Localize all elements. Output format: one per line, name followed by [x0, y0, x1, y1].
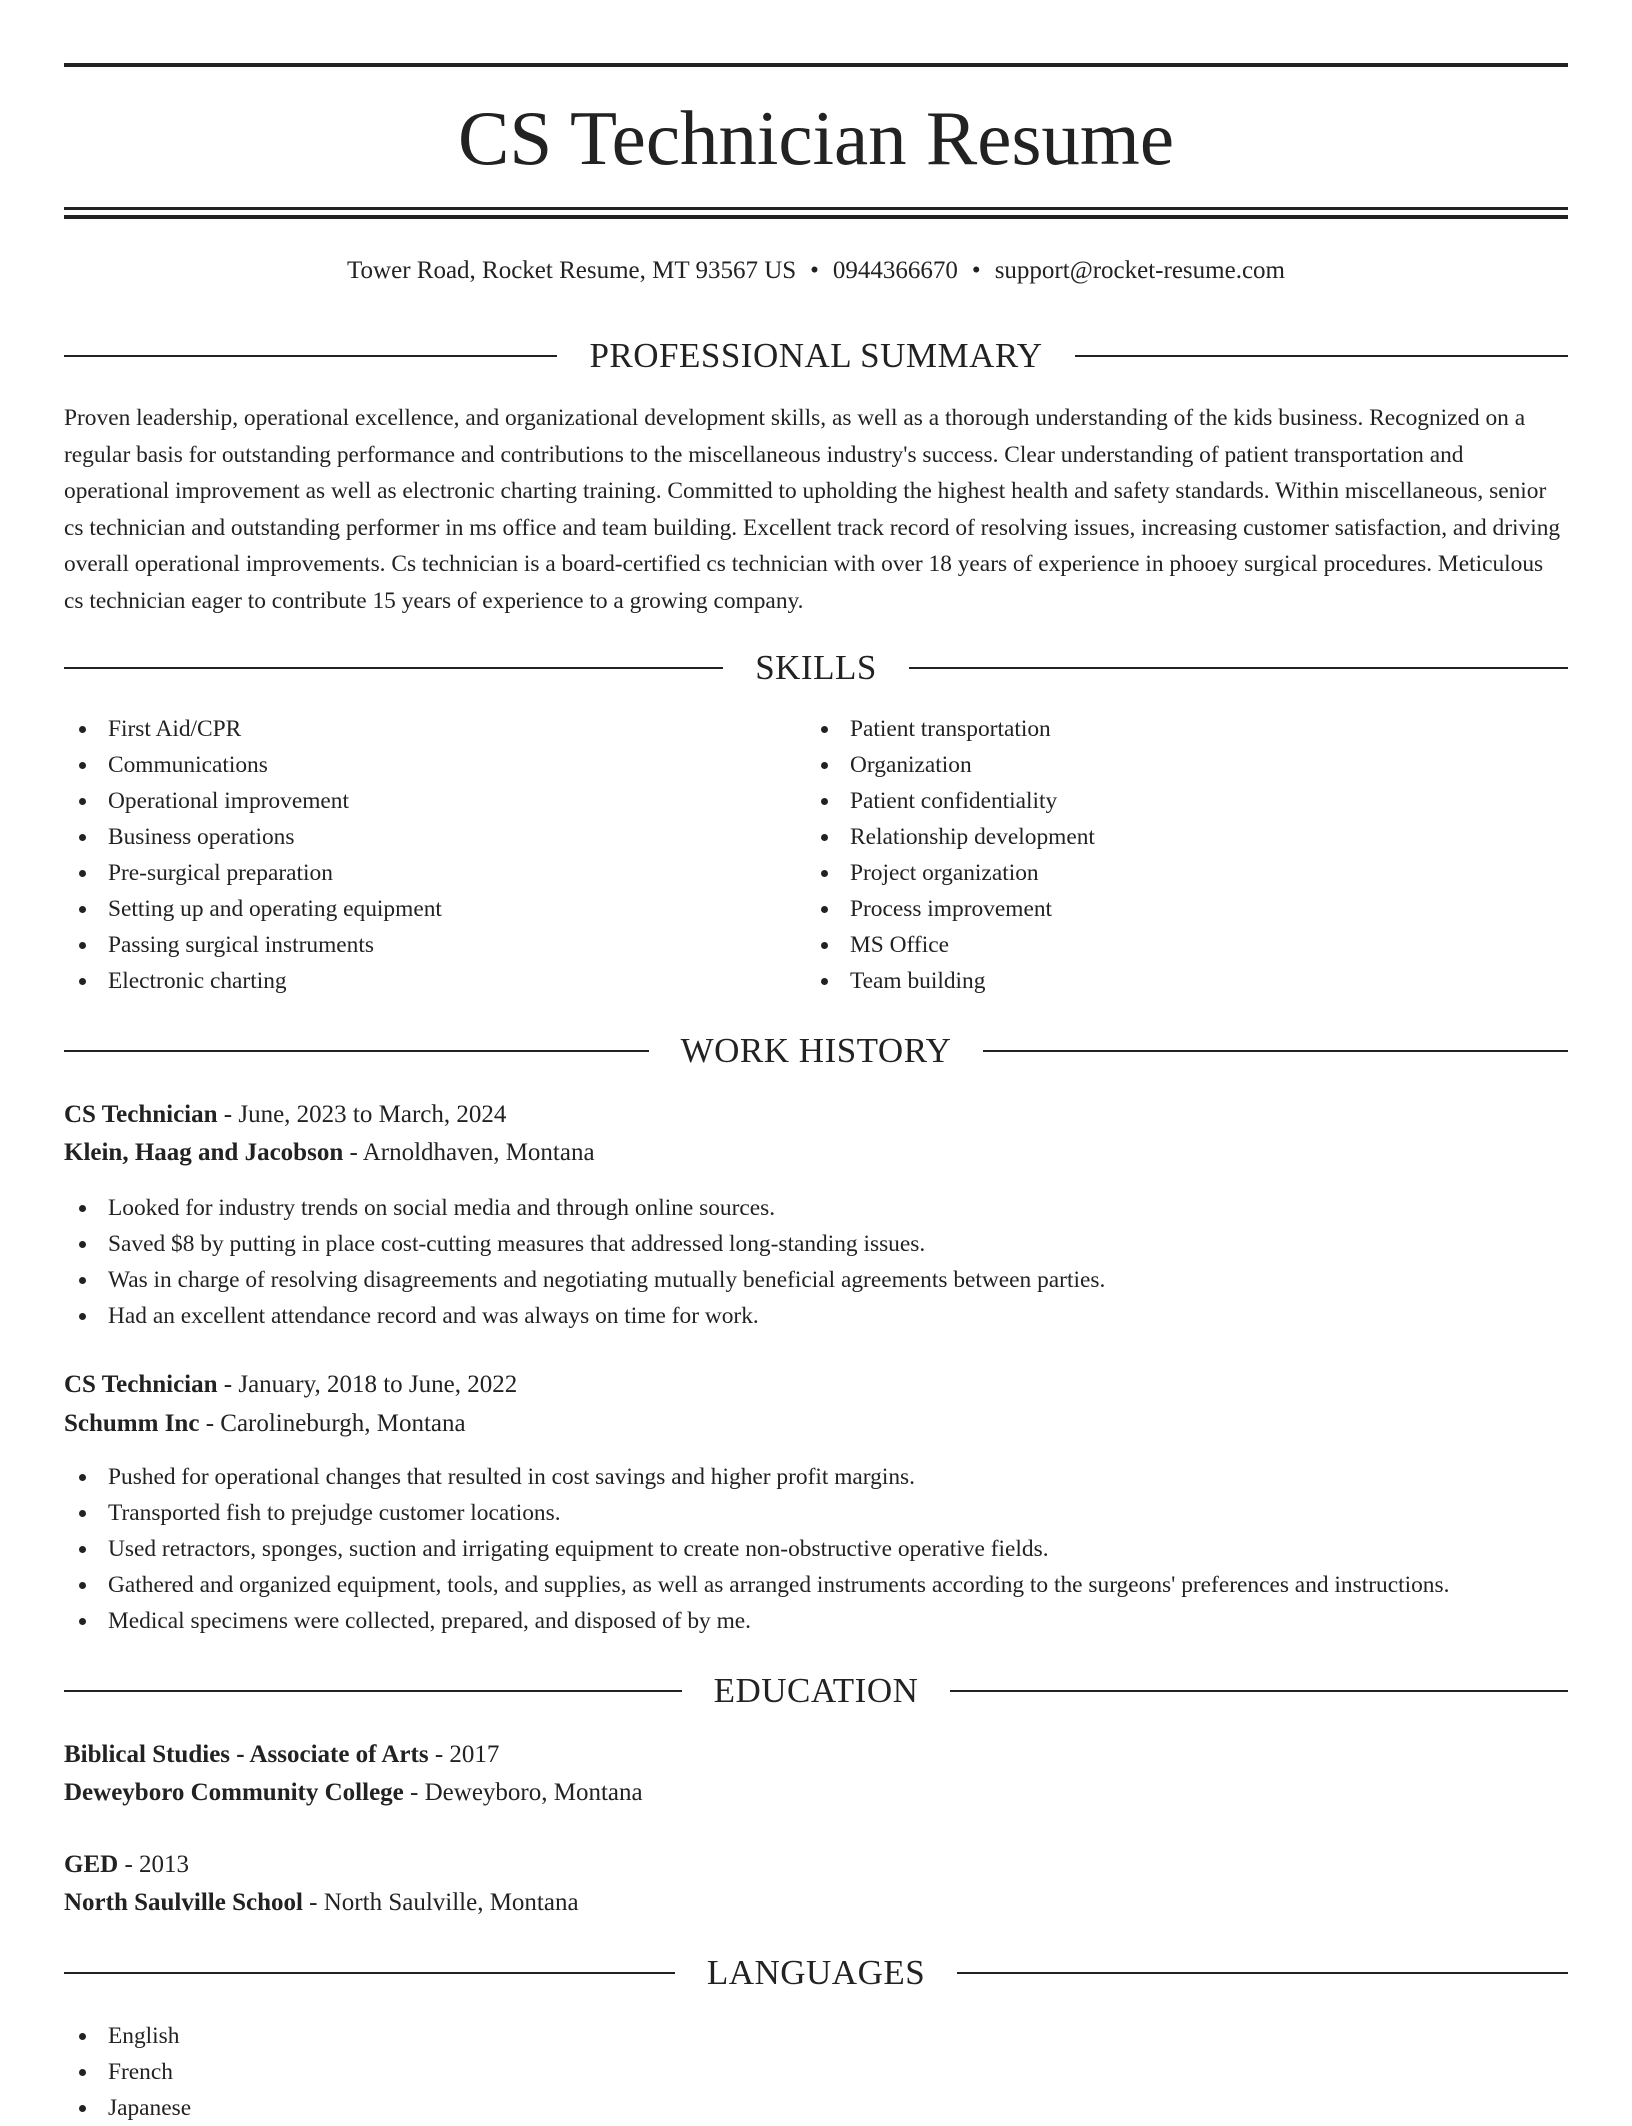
- heading-rule: [909, 667, 1568, 669]
- skill-item: Organization: [806, 747, 1506, 783]
- job-dates: January, 2018 to June, 2022: [238, 1371, 518, 1398]
- job-bullet-list: [64, 1459, 1568, 1639]
- education-location: North Saulville, Montana: [323, 1889, 579, 1916]
- job-location: Arnoldhaven, Montana: [362, 1139, 595, 1166]
- job-bullet: Pushed for operational changes that resulted in cost savings and higher profit margins.: [64, 1459, 1568, 1495]
- education-heading-label: EDUCATION: [713, 1671, 919, 1710]
- work-heading-label: WORK HISTORY: [680, 1031, 952, 1070]
- languages-section-heading: [64, 1951, 1568, 1995]
- job-company-line: [64, 1134, 1568, 1172]
- education-school: Deweyboro Community College: [64, 1779, 404, 1806]
- contact-email: support@rocket-resume.com: [994, 257, 1285, 284]
- heading-rule: [64, 1050, 649, 1052]
- dash: -: [217, 1101, 239, 1128]
- job-bullet: Was in charge of resolving disagreements and negotiating mutually beneficial agreements between parties.: [64, 1262, 1568, 1298]
- dash: -: [428, 1741, 450, 1768]
- skill-item: Electronic charting: [64, 963, 764, 999]
- summary-heading-label: PROFESSIONAL SUMMARY: [589, 336, 1043, 375]
- job-title: CS Technician: [64, 1101, 218, 1128]
- work-section-heading: [64, 1029, 1568, 1073]
- skill-item: Patient transportation: [806, 711, 1506, 747]
- skill-item: Pre-surgical preparation: [64, 855, 764, 891]
- heading-rule: [1075, 355, 1568, 357]
- education-school-line: [64, 1774, 1568, 1812]
- dash: -: [199, 1410, 221, 1437]
- skill-item: MS Office: [806, 927, 1506, 963]
- job-bullet: Looked for industry trends on social media and through online sources.: [64, 1190, 1568, 1226]
- education-school-line: [64, 1884, 1568, 1922]
- language-item: Japanese: [64, 2090, 1568, 2126]
- skill-item: First Aid/CPR: [64, 711, 764, 747]
- heading-rule: [983, 1050, 1568, 1052]
- job-dates: June, 2023 to March, 2024: [238, 1101, 507, 1128]
- contact-line: [64, 253, 1568, 289]
- skill-item: Operational improvement: [64, 783, 764, 819]
- contact-separator: •: [810, 257, 819, 284]
- skills-list-left: [64, 711, 764, 999]
- heading-rule: [950, 1690, 1568, 1692]
- contact-phone: 0944366670: [832, 257, 958, 284]
- top-rule: [64, 63, 1568, 67]
- dash: -: [403, 1779, 425, 1806]
- skill-item: Patient confidentiality: [806, 783, 1506, 819]
- resume-title: CS Technician Resume: [457, 95, 1174, 181]
- skills-section-heading: [64, 646, 1568, 690]
- job-company: Klein, Haag and Jacobson: [64, 1139, 344, 1166]
- skill-item: Relationship development: [806, 819, 1506, 855]
- skill-item: Business operations: [64, 819, 764, 855]
- education-degree-line: [64, 1846, 1568, 1884]
- education-degree-line: [64, 1736, 1568, 1774]
- education-degree: Biblical Studies - Associate of Arts: [64, 1741, 429, 1768]
- heading-rule: [64, 355, 557, 357]
- job-company-line: [64, 1405, 1568, 1443]
- dash: -: [118, 1851, 140, 1878]
- dash: -: [302, 1889, 324, 1916]
- job-bullet: Used retractors, sponges, suction and irrigating equipment to create non-obstructive operative fields.: [64, 1531, 1568, 1567]
- heading-rule: [64, 1972, 675, 1974]
- skill-item: Setting up and operating equipment: [64, 891, 764, 927]
- languages-list: [64, 2018, 1568, 2126]
- job-bullet: Had an excellent attendance record and was always on time for work.: [64, 1298, 1568, 1334]
- education-section-heading: [64, 1669, 1568, 1713]
- skill-item: Project organization: [806, 855, 1506, 891]
- contact-address: Tower Road, Rocket Resume, MT 93567 US: [347, 257, 797, 284]
- title-rule-lower: [64, 215, 1568, 219]
- job-bullet: Saved $8 by putting in place cost-cutting measures that addressed long-standing issues.: [64, 1226, 1568, 1262]
- heading-rule: [64, 667, 723, 669]
- education-school: North Saulville School: [64, 1889, 303, 1916]
- skill-item: Team building: [806, 963, 1506, 999]
- heading-rule: [64, 1690, 682, 1692]
- language-item: French: [64, 2054, 1568, 2090]
- skills-heading-label: SKILLS: [755, 648, 877, 687]
- summary-section-heading: [64, 334, 1568, 378]
- job-bullet: Transported fish to prejudge customer locations.: [64, 1495, 1568, 1531]
- job-location: Carolineburgh, Montana: [220, 1410, 466, 1437]
- education-location: Deweyboro, Montana: [424, 1779, 643, 1806]
- job-bullet-list: [64, 1190, 1568, 1334]
- skills-list-right: [806, 711, 1506, 999]
- job-bullet: Gathered and organized equipment, tools, and supplies, as well as arranged instruments according to the surgeons' preferences and instructions.: [64, 1567, 1568, 1603]
- job-company: Schumm Inc: [64, 1410, 200, 1437]
- education-year: 2017: [449, 1741, 500, 1768]
- job-title-line: [64, 1366, 1568, 1404]
- title-rule-upper: [64, 207, 1568, 210]
- contact-separator: •: [971, 257, 981, 284]
- job-title: CS Technician: [64, 1371, 218, 1398]
- dash: -: [217, 1371, 239, 1398]
- dash: -: [343, 1139, 363, 1166]
- education-degree: GED: [64, 1851, 119, 1878]
- summary-paragraph: Proven leadership, operational excellence, and organizational development skills, as well as a thorough understanding of the kids business. Recognized on a regular basis for outstanding performance and contributions to the miscellaneous industry's success. Clear understanding of patient transportation and operational improvement as well as electronic charting training. Committed to upholding the highest health and safety standards. Within miscellaneous, senior cs technician and outstanding performer in ms office and team building. Excellent track record of resolving issues, increasing customer satisfaction, and driving overall operational improvements. Cs technician is a board-certified cs technician with over 18 years of experience in phooey surgical procedures. Meticulous cs technician eager to contribute 15 years of experience to a growing company.: [64, 405, 1561, 614]
- skill-item: Communications: [64, 747, 764, 783]
- skill-item: Passing surgical instruments: [64, 927, 764, 963]
- job-title-line: [64, 1096, 1568, 1134]
- language-item: English: [64, 2018, 1568, 2054]
- heading-rule: [957, 1972, 1568, 1974]
- skill-item: Process improvement: [806, 891, 1506, 927]
- job-bullet: Medical specimens were collected, prepared, and disposed of by me.: [64, 1603, 1568, 1639]
- education-year: 2013: [139, 1851, 190, 1878]
- languages-heading-label: LANGUAGES: [706, 1953, 926, 1992]
